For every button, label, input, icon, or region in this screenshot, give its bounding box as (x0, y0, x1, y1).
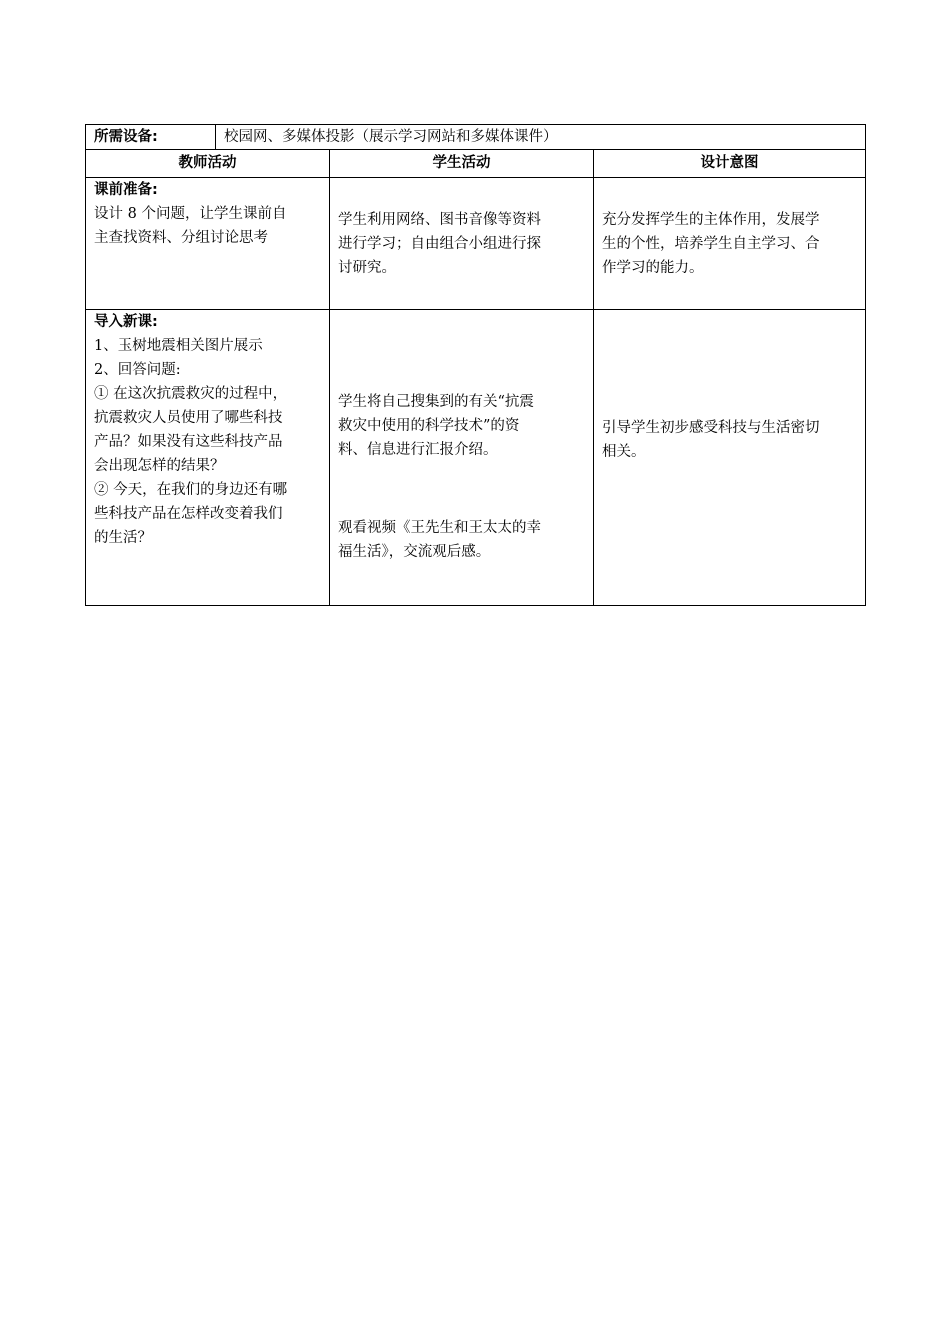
intro-teacher-line: 的生活？ (94, 530, 152, 546)
prep-title: 课前准备: (94, 182, 158, 198)
intro-teacher-line: 会出现怎样的结果？ (94, 458, 225, 474)
prep-student-line: 学生利用网络、图书音像等资料 (338, 212, 541, 228)
header-student-activity: 学生活动 (330, 150, 594, 178)
intro-teacher-line: 产品？如果没有这些科技产品 (94, 434, 283, 450)
intro-student-line: 救灾中使用的科学技术”的资 (338, 418, 520, 434)
intro-teacher-line: ② 今天，在我们的身边还有哪 (94, 482, 288, 498)
equipment-row (86, 125, 866, 150)
intro-teacher-line: 抗震救灾人员使用了哪些科技 (94, 410, 283, 426)
lesson-plan-table (85, 124, 866, 606)
prep-student-line: 讨研究。 (338, 260, 396, 276)
prep-student-cell (330, 178, 594, 310)
intro-row (86, 310, 866, 606)
intro-student-line: 观看视频《王先生和王太太的幸 (338, 520, 541, 536)
intro-intent-cell (594, 310, 866, 606)
intro-intent-line: 相关。 (602, 444, 646, 460)
intro-teacher-line: 2、回答问题: (94, 362, 181, 378)
intro-teacher-line: 些科技产品在怎样改变着我们 (94, 506, 283, 522)
prep-intent-line: 生的个性，培养学生自主学习、合 (602, 236, 820, 252)
prep-teacher-cell (86, 178, 330, 310)
intro-student-line: 料、信息进行汇报介绍。 (338, 442, 498, 458)
header-design-intent: 设计意图 (594, 150, 866, 178)
intro-teacher-cell (86, 310, 330, 606)
header-teacher-activity: 教师活动 (86, 150, 330, 178)
equipment-value: 校园网、多媒体投影（展示学习网站和多媒体课件） (216, 125, 866, 150)
prep-intent-line: 作学习的能力。 (602, 260, 704, 276)
prep-intent-cell (594, 178, 866, 310)
prep-row (86, 178, 866, 310)
intro-student-line: 学生将自己搜集到的有关“抗震 (338, 394, 534, 410)
intro-teacher-line: 1、玉树地震相关图片展示 (94, 338, 263, 354)
intro-student-cell (330, 310, 594, 606)
intro-intent-line: 引导学生初步感受科技与生活密切 (602, 420, 820, 436)
header-row (86, 150, 866, 178)
prep-student-line: 进行学习；自由组合小组进行探 (338, 236, 541, 252)
equipment-label: 所需设备: (86, 125, 216, 150)
prep-intent-line: 充分发挥学生的主体作用，发展学 (602, 212, 820, 228)
prep-teacher-line: 主查找资料、分组讨论思考 (94, 230, 268, 246)
intro-teacher-line: ① 在这次抗震救灾的过程中， (94, 386, 288, 402)
prep-teacher-line: 设计 8 个问题，让学生课前自 (94, 206, 287, 222)
intro-student-line: 福生活》，交流观后感。 (338, 544, 491, 560)
intro-title: 导入新课: (94, 314, 158, 330)
